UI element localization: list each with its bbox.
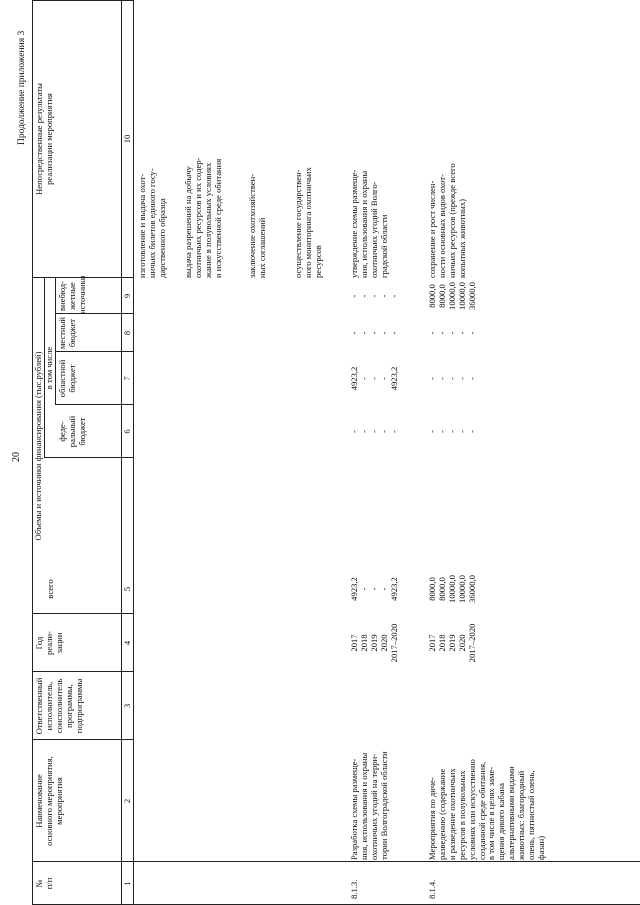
column-numbers-bottom-line — [133, 0, 134, 905]
row-8-1-3-result: утверждение схемы размеще- ния, использования и охраны охотничьих угодий Волго- градской области — [349, 169, 389, 278]
row-8-1-3-total: 4923,2 - - - 4923,2 — [349, 577, 399, 601]
row-8-1-4-federal: - - - - - — [427, 430, 477, 433]
column-number-2: 2 — [122, 798, 132, 804]
subheader-line-sources — [55, 278, 56, 405]
row-8-1-4-result: сохранение и рост числен- ности основных видов охот- ничьих ресурсов (прежде всего копытных животных) — [427, 163, 467, 278]
column-number-5: 5 — [122, 586, 132, 592]
result-continued-1: изготовление и выдача охот- ничьих билетов единого госу- дарственного образца — [137, 168, 167, 278]
header-result: Непосредственные результаты реализации мероприятия — [34, 83, 54, 195]
header-executor: Ответственный исполнитель, соисполнитель программы, подпрограммы — [34, 677, 84, 735]
row-8-1-4-local: - - - - - — [427, 331, 477, 335]
row-8-1-3-offbudget: - - - - - — [349, 294, 399, 298]
row-8-1-3-federal: - - - - - — [349, 430, 399, 433]
header-incl: в том числе — [44, 346, 54, 390]
header-funding-group: Объемы и источники финансирования (тыс.рублей) — [33, 351, 43, 541]
row-8-1-4-name: Мероприятия по диче- разведению (содержание и разведение охотничьих ресурсов в полувольных условиях или искусственно созданной среде обитания, в том числе в целях заме- щения дикого кабана альтернативными видами животных: благородный олень, пятнистый олень, фазан) — [427, 759, 546, 860]
continuation-note: Продолжение приложения 3 — [17, 30, 27, 145]
row-8-1-4-regional: - - - - - — [427, 377, 477, 380]
column-number-9: 9 — [122, 293, 132, 299]
header-regional: областной бюджет — [57, 359, 77, 398]
page-number: 20 — [11, 452, 22, 462]
row-8-1-4-no: 8.1.4. — [427, 879, 437, 899]
result-continued-2: выдача разрешений на добычу охотничьих ресурсов и их содер- жание в полувольных условиях и искусственной среде обитания — [183, 157, 223, 278]
row-8-1-4-total: 8000,0 8000,0 10000,0 10000,0 36000,0 — [427, 575, 477, 603]
column-number-1: 1 — [122, 881, 132, 886]
result-continued-3: заключение охотхозяйствен- ных соглашений — [247, 173, 267, 278]
row-8-1-3-no: 8.1.3. — [349, 879, 359, 899]
header-name: Наименование основного мероприятия, мероприятия — [34, 756, 64, 846]
header-year: Год реали- зации — [34, 631, 64, 655]
column-number-8: 8 — [122, 330, 132, 336]
column-number-4: 4 — [122, 640, 132, 646]
row-8-1-3-years: 2017 2018 2019 2020 2017–2020 — [349, 623, 399, 663]
header-total: всего — [45, 579, 55, 599]
column-number-3: 3 — [122, 703, 132, 709]
row-8-1-4-offbudget: 8000,0 8000,0 10000,0 10000,0 36000,0 — [427, 282, 477, 310]
result-continued-4: осуществление государствен- ного мониторинга охотничьих ресурсов — [293, 167, 323, 278]
header-no: № п/п — [34, 877, 54, 890]
column-number-7: 7 — [122, 376, 132, 381]
row-8-1-3-name: Разработка схемы размеще- ния, использования и охраны охотничьих угодий на терри- тории Волгоградской области — [349, 751, 389, 860]
row-8-1-4-years: 2017 2018 2019 2020 2017–2020 — [427, 623, 477, 663]
header-federal: феде- ральный бюджет — [57, 415, 87, 448]
column-number-10: 10 — [122, 134, 132, 144]
header-local: местный бюджет — [57, 317, 77, 350]
row-8-1-3-regional: 4923,2 - - - 4923,2 — [349, 366, 399, 391]
column-number-6: 6 — [122, 429, 132, 434]
row-8-1-3-local: - - - - - — [349, 331, 399, 335]
header-offbudget: внебюд- жетные источники — [57, 275, 87, 314]
